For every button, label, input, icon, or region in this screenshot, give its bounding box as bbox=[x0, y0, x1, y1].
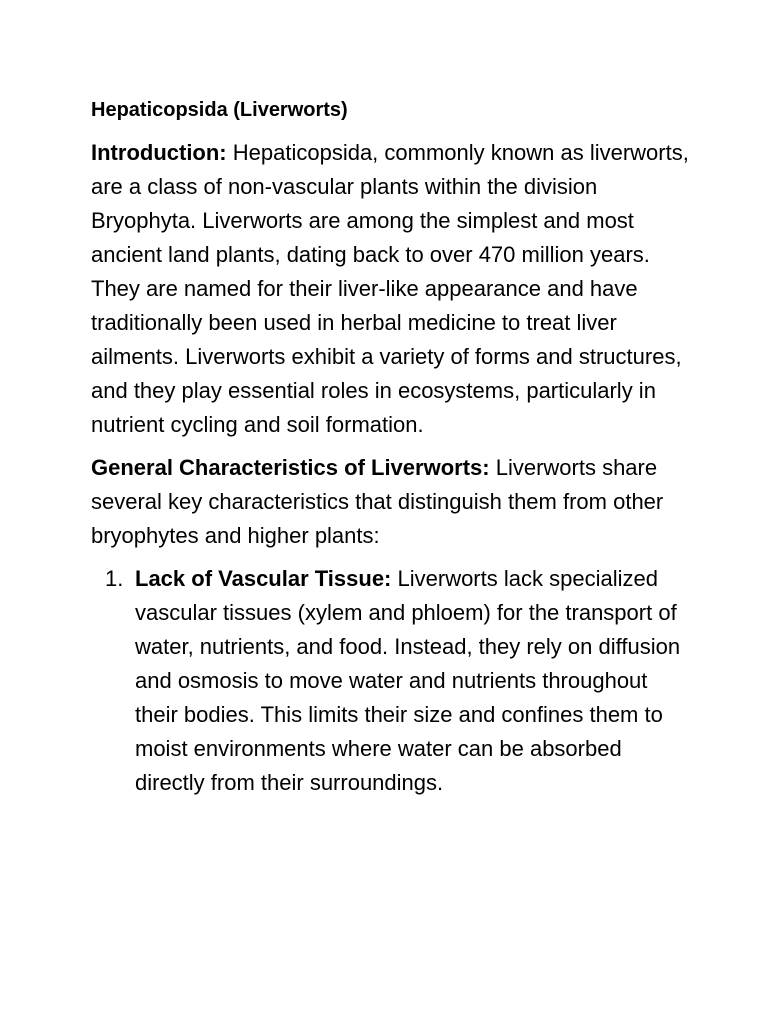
introduction-text: Hepaticopsida, commonly known as liverworts, are a class of non-vascular plants within the division Bryophyta. Liverworts are among the simplest and most ancient land plants, dating back to over 470 million years. They are named for their liver-like appearance and have traditionally been used in herbal medicine to treat liver ailments. Liverworts exhibit a variety of forms and structures, and they play essential roles in ecosystems, particularly in nutrient cycling and soil formation. bbox=[91, 140, 689, 437]
general-characteristics-text: Liverworts share several key characteristics that distinguish them from other bryophytes and higher plants: bbox=[91, 455, 664, 548]
list-item-label: Lack of Vascular Tissue: bbox=[135, 566, 392, 591]
document-page bbox=[91, 94, 691, 800]
characteristics-list bbox=[91, 562, 691, 800]
document-title: Hepaticopsida (Liverworts) bbox=[91, 99, 348, 121]
introduction-label: Introduction: bbox=[91, 140, 227, 165]
list-item-number: 1. bbox=[105, 566, 124, 591]
general-characteristics-paragraph bbox=[91, 451, 691, 553]
list-item-text: Liverworts lack specialized vascular tissues (xylem and phloem) for the transport of water, nutrients, and food. Instead, they rely on diffusion and osmosis to move water and nutrients throughout their bodies. This limits their size and confines them to moist environments where water can be absorbed directly from their surroundings. bbox=[135, 566, 681, 795]
list-item bbox=[91, 562, 691, 800]
introduction-paragraph bbox=[91, 136, 691, 442]
general-characteristics-label: General Characteristics of Liverworts: bbox=[91, 455, 490, 480]
